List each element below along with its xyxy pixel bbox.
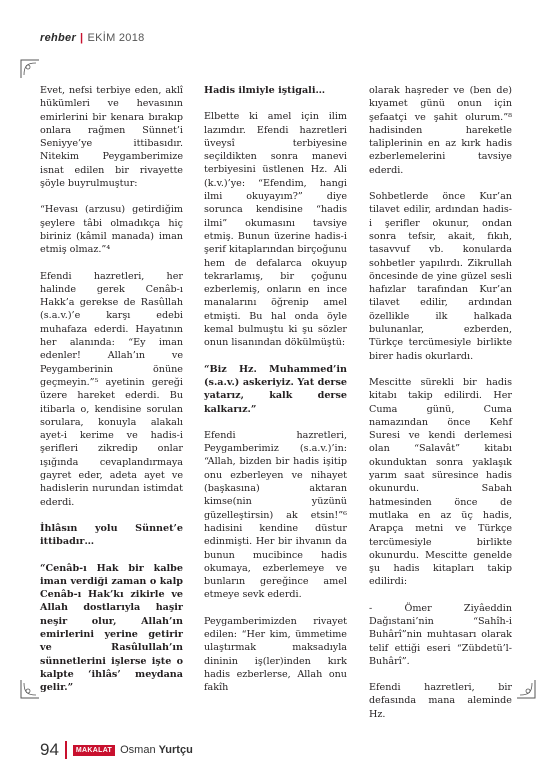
corner-ornament-bottom-right-icon <box>515 678 537 700</box>
paragraph: Peygamberimizden rivayet edilen: “Her kim, ümmetime ulaştırmak maksadıyla dininin iş(ler)inden kırk hadis ezberlerse, Allah onu fakîh <box>204 615 347 694</box>
bold-quote: “Biz Hz. Muhammed’in (s.a.v.) askeriyiz. Yat derse yatarız, kalk derse kalkarız.” <box>204 363 347 415</box>
paragraph: Sohbetlerde önce Kur’an tilavet edilir, ardından hadis-i şerifler okunur, ondan sonra tefsir, akait, fıkıh, tasavvuf vb. konularda sohbetler yapılırdı. Zikrullah öncesinde de yine güzel sesli hafızlar tarafından Kur’an tilavet edilir, ardından özellikle ilk halkada bulunanlar, ezberden, Türkçe tercümesiyle birlikte birer hadis okurlardı. <box>369 191 512 362</box>
footer-divider <box>65 741 67 759</box>
author-last-name: Yurtçu <box>158 744 193 756</box>
author-first-name: Osman <box>120 744 156 756</box>
paragraph: Efendi hazretleri, her halinde gerek Cenâb-ı Hakk’a gerekse de Rasûllah (s.a.v.)’e karşı edebi muhafaza ederdi. Hayatının her alanında: “Ey iman edenler! Allah’ın ve Peygamberinin önüne geçmeyin.”⁵ ayetinin gereği üzere hareket ederdi. Bu itibarla o, kendisine sorulan sorulara, konuyla alakalı ayet-i kerime ve hadis-i şerifleri zikredip onlar ışığında cevaplandırmaya gayret eder, adeta ayet ve hadislerin nurundan istimdat ederdi. <box>40 270 183 508</box>
page-footer <box>40 740 193 760</box>
paragraph: olarak haşreder ve (ben de) kıyamet günü onun için şefaatçi ve şahit olurum.”⁸ hadisinden hareketle taliplerinin en az kırk hadis ezberlemelerini tavsiye ederdi. <box>369 85 512 176</box>
magazine-logo: rehber <box>40 32 77 44</box>
section-heading: Hadis ilmiyle iştigali… <box>204 85 326 96</box>
paragraph: Efendi hazretleri, bir defasında mana aleminde Hz. <box>369 682 512 720</box>
page-header <box>40 32 145 44</box>
corner-ornament-bottom-left-icon <box>19 678 41 700</box>
section-badge: MAKALAT <box>73 745 115 756</box>
quote: “Hevası (arzusu) getirdiğim şeylere tâbi olmadıkça hiç biriniz (kâmil manada) iman etmiş olmaz.”⁴ <box>40 204 183 256</box>
paragraph: Evet, nefsi terbiye eden, aklî hükümleri ve hevasının emirlerini bir kenara bırakıp onlara rağmen Sünnet’i Seniyye’ye ittibasıdır. Nitekim Peygamberimize isnat edilen bir rivayette şöyle buyrulmuştur: <box>40 85 183 190</box>
page-number: 94 <box>40 740 59 759</box>
paragraph: Efendi hazretleri, Peygamberimiz (s.a.v.)’in: “Allah, bizden bir hadis işitip onu ezberleyen ve nihayet (başkasına) aktaran kimse(nin yüzünü güzelleştirsin) ak etsin!”⁶ hadisini kendine düstur edinmişti. Her bir ihvanın da bunun mucibince hadis okumaya, ezberlemeye ve bunların gereğince amel etmeye sevk ederdi. <box>204 429 347 601</box>
section-heading: İhlâsın yolu Sünnet’e ittibadır… <box>40 522 183 548</box>
paragraph: Mescitte sürekli bir hadis kitabı takip edilirdi. Her Cuma günü, Cuma namazından önce Kehf Suresi ve kendi derlemesi olan “Salavât” kitabı okunduktan sonra yaklaşık yarım saat süresince hadis okunurdu. Sabah hatmesinden önce de mutlaka en az üç hadis, Arapça metni ve Türkçe tercümesiyle birlikte okunurdu. Mescitte genelde şu hadis kitapları takip edilirdi: <box>369 376 512 588</box>
corner-ornament-top-left-icon <box>19 58 41 80</box>
paragraph: Elbette ki amel için ilim lazımdır. Efendi hazretleri üveysî terbiyesine seçildikten sonra manevi terbiyesini üstlenen Hz. Ali (k.v.)’ye: “Efendim, hangi ilmi okuyayım?” diye sorunca kendisine “hadis ilmi” okumasını tavsiye etmiş. Bunun üzerine hadis-i şerif kitaplarından birçoğunu hem de defalarca okuyup tekrarlamış, bir çoğunu ezberlemiş, onların en ince manalarını öğrenip amel etmişti. Bu hal onda öyle kemal bulmuştu ki şu sözler onun lisanından dökülmüştü: <box>204 111 347 349</box>
bold-quote: “Cenâb-ı Hak bir kalbe iman verdiği zaman o kalp Cenâb-ı Hak’kı zikirle ve Allah dostlarıyla haşir neşir olur, Allah’ın emirlerini yerine getirir ve Rasûlullah’ın sünnetlerini işlerse işte o kalpte ‘ihlâs’ meydana gelir.” <box>40 562 183 694</box>
column-1 <box>40 84 183 694</box>
header-divider: | <box>80 32 84 44</box>
column-2 <box>204 84 347 694</box>
list-item: - Ömer Ziyâeddin Dağıstani’nin “Sahîh-i Buhârî”nin muhtasarı olarak telif ettiği eseri “Zübdetü’l-Buhârî”. <box>369 602 512 667</box>
column-3 <box>369 84 512 721</box>
issue-date: EKİM 2018 <box>87 32 145 44</box>
